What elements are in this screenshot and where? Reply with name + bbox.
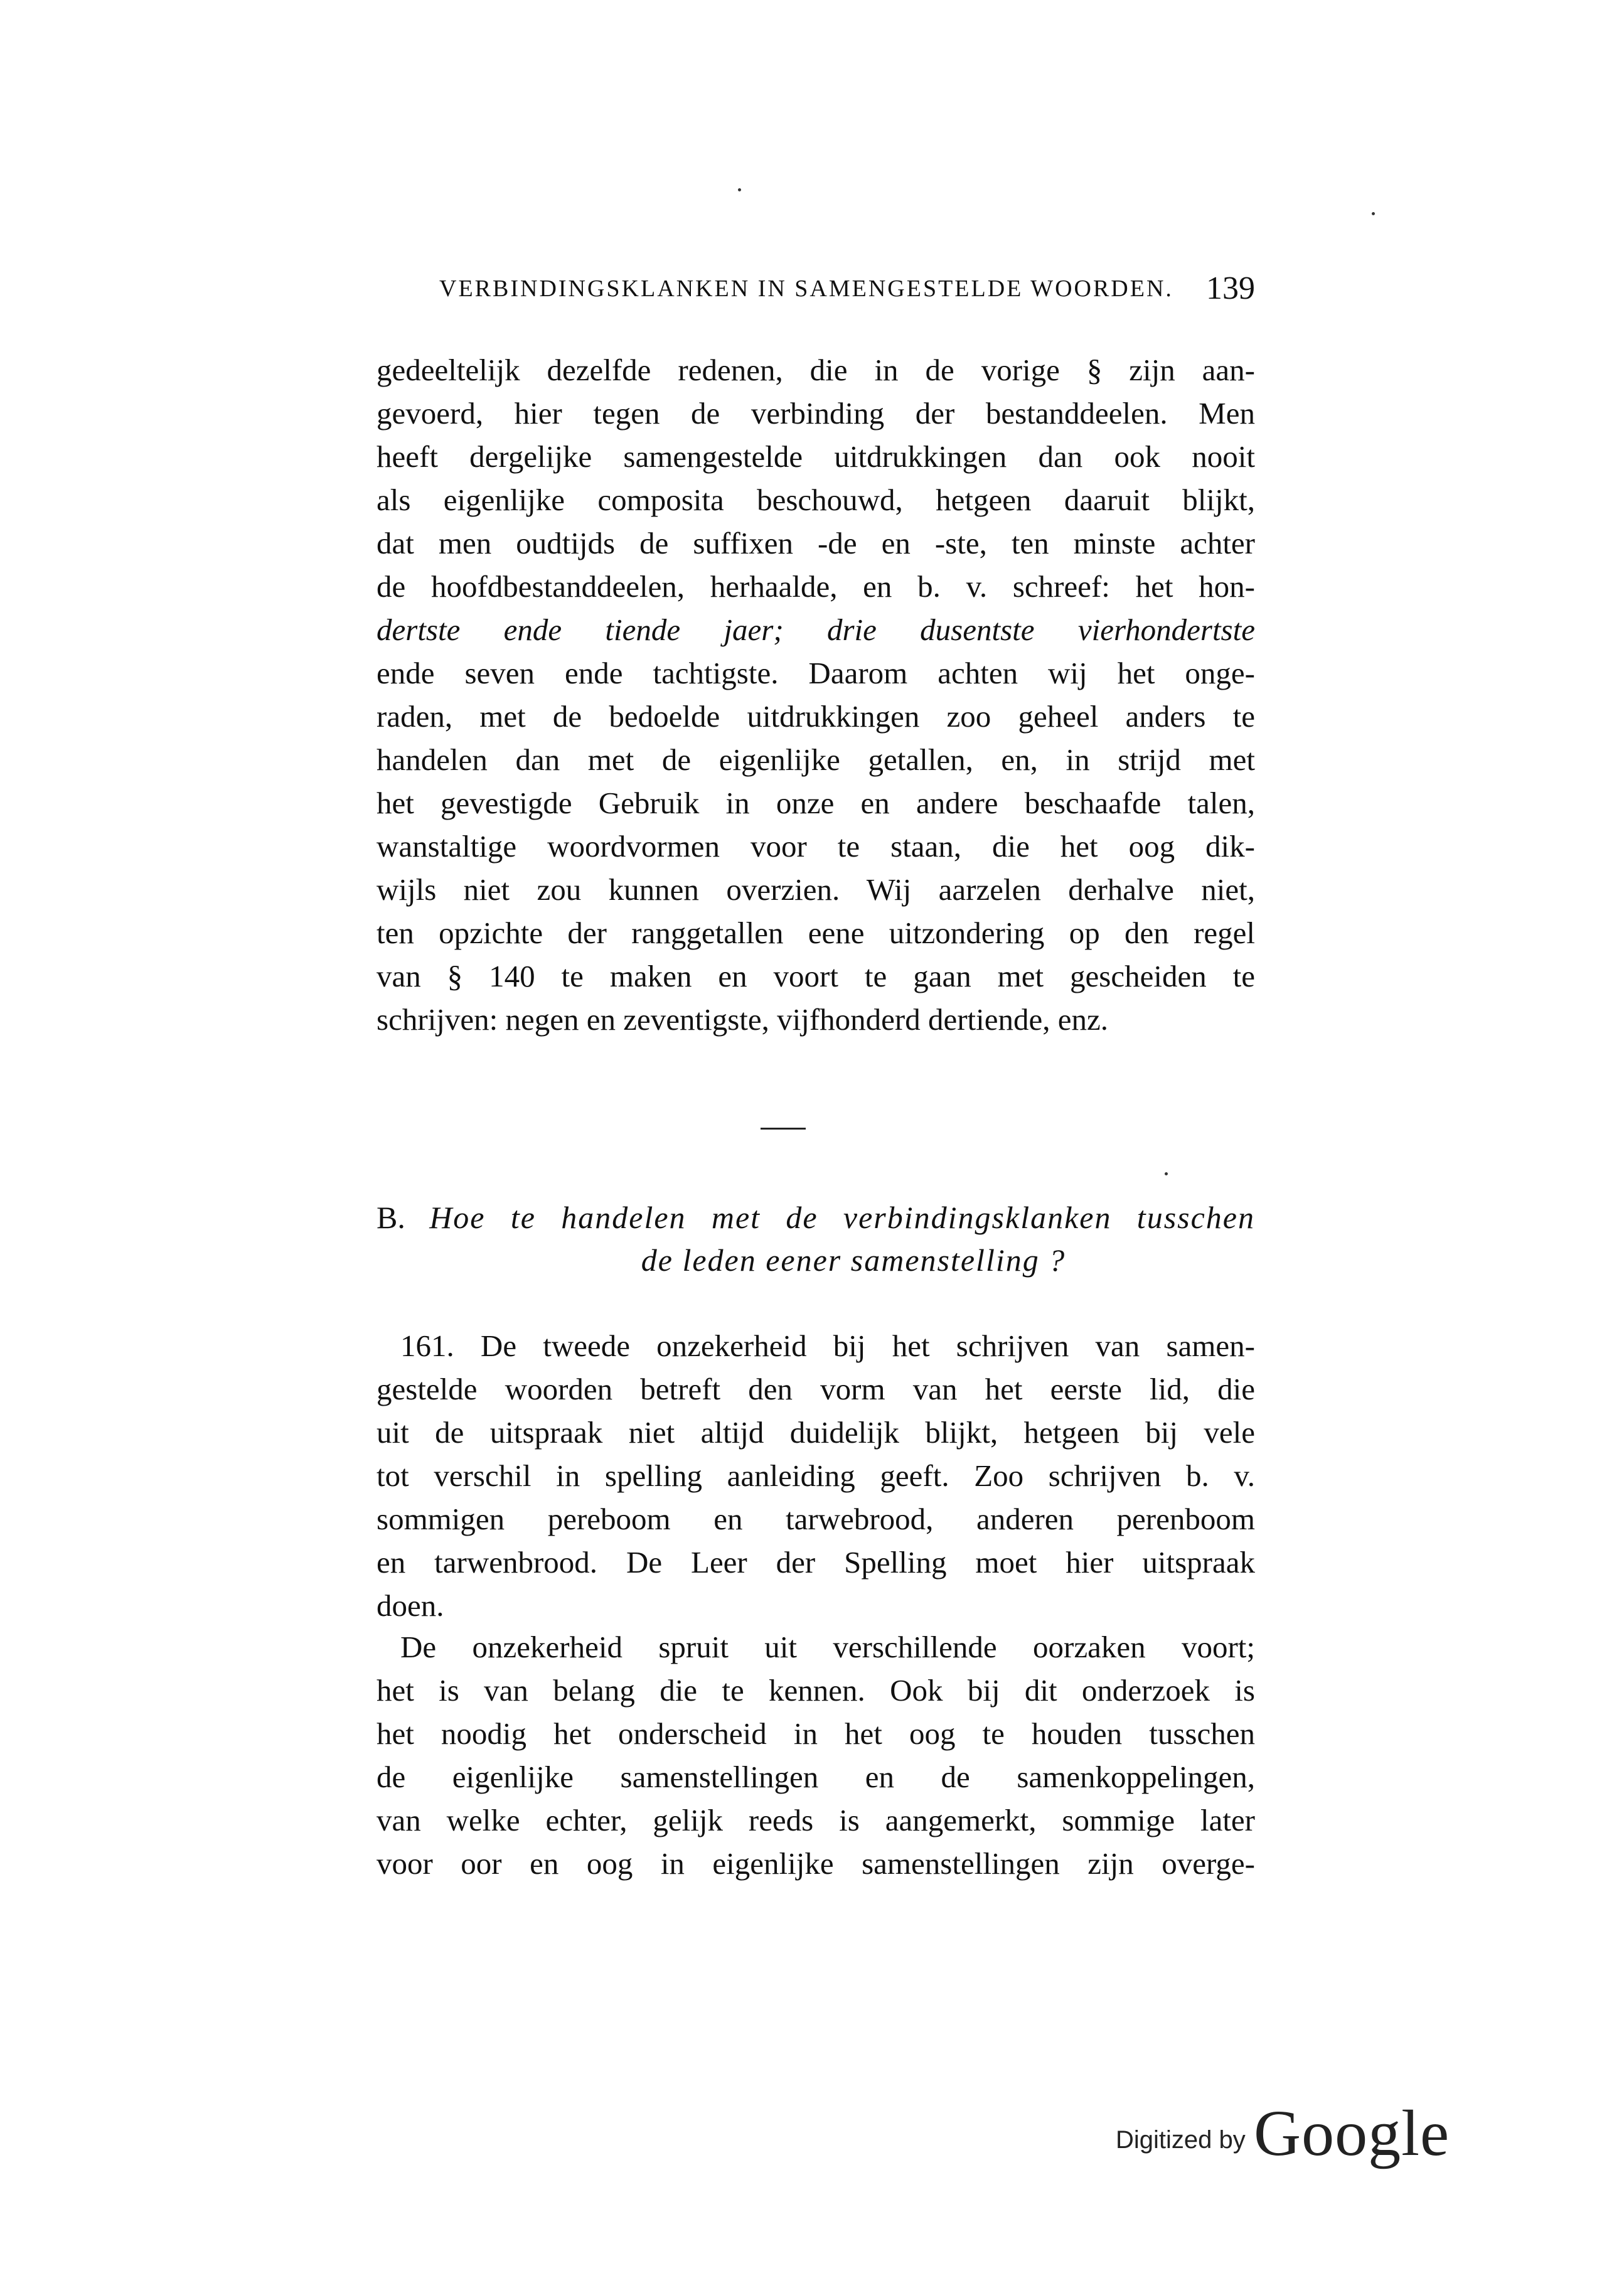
text-line: wijls niet zou kunnen overzien. Wij aarzelen derhalve niet, (377, 872, 1255, 907)
text-line: dertste ende tiende jaer; drie dusentste vierhondertste (377, 612, 1255, 647)
google-logo: Google (1254, 2097, 1450, 2169)
text-line: van welke echter, gelijk reeds is aangemerkt, sommige later (377, 1803, 1255, 1837)
running-head-title: VERBINDINGSKLANKEN IN SAMENGESTELDE WOORDEN. (439, 275, 1173, 302)
text-line: tot verschil in spelling aanleiding geeft. Zoo schrijven b. v. (377, 1458, 1255, 1493)
text-line: gedeeltelijk dezelfde redenen, die in de vorige § zijn aan- (377, 353, 1255, 387)
text-line: ende seven ende tachtigste. Daarom achten wij het onge- (377, 656, 1255, 690)
text-line: gestelde woorden betreft den vorm van het eerste lid, die (377, 1372, 1255, 1406)
text-line: de hoofdbestanddeelen, herhaalde, en b. v. schreef: het hon- (377, 569, 1255, 604)
section-label: B. (377, 1200, 405, 1235)
text-line: gevoerd, hier tegen de verbinding der bestanddeelen. Men (377, 396, 1255, 430)
text-line: het gevestigde Gebruik in onze en andere beschaafde talen, (377, 786, 1255, 820)
text-line: De onzekerheid spruit uit verschillende oorzaken voort; (400, 1630, 1255, 1664)
section-heading-line-2 (377, 1239, 1255, 1281)
text-line: schrijven: negen en zeventigste, vijfhonderd dertiende, enz. (377, 1002, 1109, 1037)
scan-speck (1372, 212, 1375, 215)
text-line: wanstaltige woordvormen voor te staan, die het oog dik- (377, 829, 1255, 863)
section-heading (377, 1196, 1255, 1281)
watermark-prefix: Digitized by (1116, 2126, 1246, 2154)
text-line: sommigen pereboom en tarwebrood, anderen perenboom (377, 1502, 1255, 1536)
text-line: het is van belang die te kennen. Ook bij dit onderzoek is (377, 1673, 1255, 1708)
paragraph-1 (377, 348, 1255, 1041)
text-line: de eigenlijke samenstellingen en de samenkoppelingen, (377, 1760, 1255, 1794)
paragraph-2 (377, 1324, 1255, 1627)
text-line: doen. (377, 1588, 444, 1623)
text-line: van § 140 te maken en voort te gaan met gescheiden te (377, 959, 1255, 993)
section-separator (761, 1128, 806, 1130)
text-line: uit de uitspraak niet altijd duidelijk blijkt, hetgeen bij vele (377, 1415, 1255, 1450)
text-line: heeft dergelijke samengestelde uitdrukkingen dan ook nooit (377, 439, 1255, 474)
text-line: het noodig het onderscheid in het oog te houden tusschen (377, 1716, 1255, 1751)
text-line: handelen dan met de eigenlijke getallen, en, in strijd met (377, 742, 1255, 777)
paragraph-3 (377, 1625, 1255, 1885)
section-heading-line-1 (377, 1196, 1255, 1239)
scan-speck (1165, 1172, 1168, 1175)
section-title-part-2: de leden eener samenstelling ? (641, 1243, 1066, 1278)
text-line: en tarwenbrood. De Leer der Spelling moet hier uitspraak (377, 1545, 1255, 1580)
page-number: 139 (1206, 270, 1255, 306)
text-line: voor oor en oog in eigenlijke samenstellingen zijn overge- (377, 1846, 1255, 1881)
text-line: ten opzichte der ranggetallen eene uitzondering op den regel (377, 916, 1255, 950)
text-line: 161. De tweede onzekerheid bij het schrijven van samen- (400, 1328, 1255, 1363)
digitization-watermark (1116, 2096, 1467, 2169)
running-head (439, 267, 1255, 311)
text-line: dat men oudtijds de suffixen -de en -ste, ten minste achter (377, 526, 1255, 560)
text-line: als eigenlijke composita beschouwd, hetgeen daaruit blijkt, (377, 483, 1255, 517)
scan-speck (738, 188, 741, 191)
text-line: raden, met de bedoelde uitdrukkingen zoo geheel anders te (377, 699, 1255, 734)
section-title-part-1: Hoe te handelen met de verbindingsklanken tusschen (429, 1200, 1256, 1235)
